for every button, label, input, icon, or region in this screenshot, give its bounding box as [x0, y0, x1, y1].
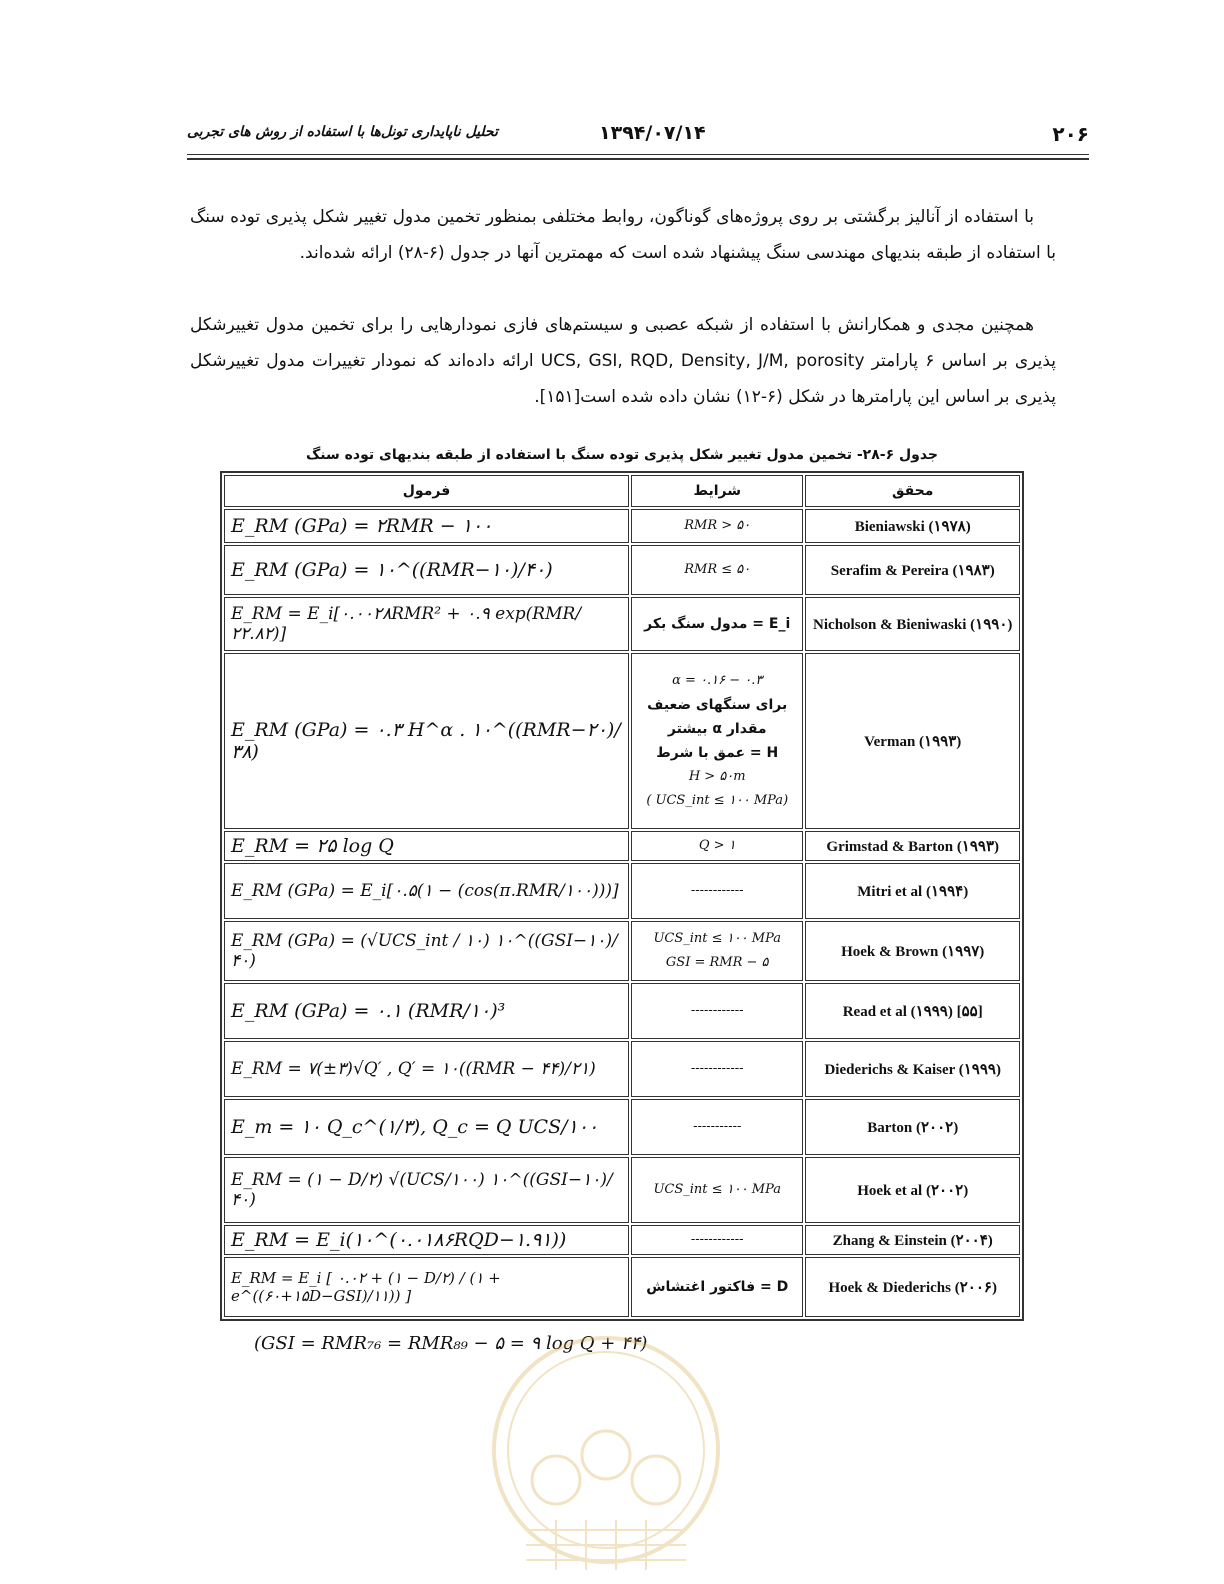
paragraph-1: با استفاده از آنالیز برگشتی بر روی پروژه‌های گوناگون، روابط مختلفی بمنظور تخمین مدول تغییر شکل پذیری توده سنگ با استفاده از طبقه بندیهای مهندسی سنگ پیشنهاد شده است که مهمترین آنها در جدول (۶-۲۸) ارائه شده‌اند. [190, 207, 1056, 263]
formula-cell: E_RM (GPa) = ۲RMR − ۱۰۰ [224, 509, 629, 543]
table-row [224, 1157, 1020, 1223]
header-rule-thick [187, 158, 1089, 160]
researcher-cell: Barton (۲۰۰۲) [805, 1099, 1020, 1155]
header-rule-thin [187, 154, 1089, 155]
conditions-cell: α = ۰.۱۶ − ۰.۳ برای سنگهای ضعیف مقدار α بیشتر H = عمق با شرط H > ۵۰m (UCS_int ≤ ۱۰۰ MPa ) [631, 653, 803, 829]
table-row [224, 1257, 1020, 1317]
header-researcher: محقق [805, 475, 1020, 507]
researcher-cell: Serafim & Pereira (۱۹۸۳) [805, 545, 1020, 595]
watermark-seal-icon [486, 1330, 726, 1580]
conditions-cell: ------------ [631, 983, 803, 1039]
formula-cell: E_RM = (۱ − D/۲) √(UCS/۱۰۰) ۱۰^((GSI−۱۰)/۴۰) [224, 1157, 629, 1223]
table-row [224, 509, 1020, 543]
formula-cell: E_m = ۱۰ Q_c^(۱/۳), Q_c = Q UCS/۱۰۰ [224, 1099, 629, 1155]
researcher-cell: Read et al (۱۹۹۹) [۵۵] [805, 983, 1020, 1039]
formula-cell: E_RM (GPa) = ۱۰^((RMR−۱۰)/۴۰) [224, 545, 629, 595]
header-title: تحلیل ناپایداری تونل‌ها با استفاده از روش های تجربی [187, 124, 498, 140]
header-formula: فرمول [224, 475, 629, 507]
table-row [224, 831, 1020, 861]
researcher-cell: Mitri et al (۱۹۹۴) [805, 863, 1020, 919]
header-date: ۱۳۹۴/۰۷/۱۴ [599, 122, 706, 144]
formula-cell: E_RM (GPa) = ۰.۱ (RMR/۱۰)³ [224, 983, 629, 1039]
conditions-cell: E_i = مدول سنگ بکر [631, 597, 803, 651]
table-row [224, 983, 1020, 1039]
formula-cell: E_RM = E_i(۱۰^(۰.۰۱۸۶RQD−۱.۹۱)) [224, 1225, 629, 1255]
conditions-cell: RMR ≤ ۵۰ [631, 545, 803, 595]
paragraph-2: همچنین مجدی و همکارانش با استفاده از شبکه عصبی و سیستم‌های فازی نمودارهایی را برای تخمین مدول تغییرشکل پذیری بر اساس ۶ پارامتر UCS, GSI, RQD, Density, J/M, porosity ارائه داده‌اند که نمودار تغییرات مدول تغییرشکل پذیری بر اساس این پارامترها در شکل (۶-۱۲) نشان داده شده است[۱۵۱]. [190, 315, 1056, 407]
conditions-cell: UCS_int ≤ ۱۰۰ MPa [631, 1157, 803, 1223]
formula-cell: E_RM = E_i[۰.۰۰۲۸RMR² + ۰.۹ exp(RMR/۲۲.۸۲)] [224, 597, 629, 651]
conditions-cell: RMR > ۵۰ [631, 509, 803, 543]
table-row [224, 863, 1020, 919]
researcher-cell: Grimstad & Barton (۱۹۹۳) [805, 831, 1020, 861]
researcher-cell: Verman (۱۹۹۳) [805, 653, 1020, 829]
conditions-cell: ------------ [631, 1041, 803, 1097]
researcher-cell: Hoek & Diederichs (۲۰۰۶) [805, 1257, 1020, 1317]
table-row [224, 1041, 1020, 1097]
formula-cell: E_RM = E_i [ ۰.۰۲ + (۱ − D/۲) / (۱ + e^((۶۰+۱۵D−GSI)/۱۱)) ] [224, 1257, 629, 1317]
table-header-row [224, 475, 1020, 507]
formula-cell: E_RM = ۷(±۳)√Q′ , Q′ = ۱۰((RMR − ۴۴)/۲۱) [224, 1041, 629, 1097]
researcher-cell: Bieniawski (۱۹۷۸) [805, 509, 1020, 543]
researcher-cell: Zhang & Einstein (۲۰۰۴) [805, 1225, 1020, 1255]
researcher-cell: Hoek & Brown (۱۹۹۷) [805, 921, 1020, 981]
conditions-cell: UCS_int ≤ ۱۰۰ MPa GSI = RMR − ۵ [631, 921, 803, 981]
table-row [224, 1225, 1020, 1255]
page-header [187, 118, 1089, 154]
conditions-cell: ------------ [631, 863, 803, 919]
conditions-cell: Q > ۱ [631, 831, 803, 861]
table-row [224, 597, 1020, 651]
formula-cell: E_RM = ۲۵ log Q [224, 831, 629, 861]
researcher-cell: Diederichs & Kaiser (۱۹۹۹) [805, 1041, 1020, 1097]
formula-cell: E_RM (GPa) = (√UCS_int / ۱۰) ۱۰^((GSI−۱۰)/۴۰) [224, 921, 629, 981]
formula-cell: E_RM (GPa) = E_i[۰.۵(۱ − (cos(π.RMR/۱۰۰)))] [224, 863, 629, 919]
formula-cell: E_RM (GPa) = ۰.۳ H^α . ۱۰^((RMR−۲۰)/۳۸) [224, 653, 629, 829]
header-conditions: شرایط [631, 475, 803, 507]
gsi-footnote: (GSI = RMR₇₆ = RMR₈₉ − ۵ = ۹ log Q + ۴۴) [254, 1333, 648, 1354]
table-row [224, 545, 1020, 595]
researcher-cell: Hoek et al (۲۰۰۲) [805, 1157, 1020, 1223]
conditions-cell: D = فاکتور اغتشاش [631, 1257, 803, 1317]
table-row [224, 921, 1020, 981]
conditions-cell: ----------- [631, 1099, 803, 1155]
table-row [224, 653, 1020, 829]
page-number: ۲۰۶ [1052, 122, 1089, 146]
table-caption: جدول ۶-۲۸- تخمین مدول تغییر شکل پذیری توده سنگ با استفاده از طبقه بندیهای توده سنگ [305, 447, 939, 463]
conditions-cell: ------------ [631, 1225, 803, 1255]
deformation-modulus-table [220, 471, 1024, 1321]
table-row [224, 1099, 1020, 1155]
researcher-cell: Nicholson & Bieniwaski (۱۹۹۰) [805, 597, 1020, 651]
